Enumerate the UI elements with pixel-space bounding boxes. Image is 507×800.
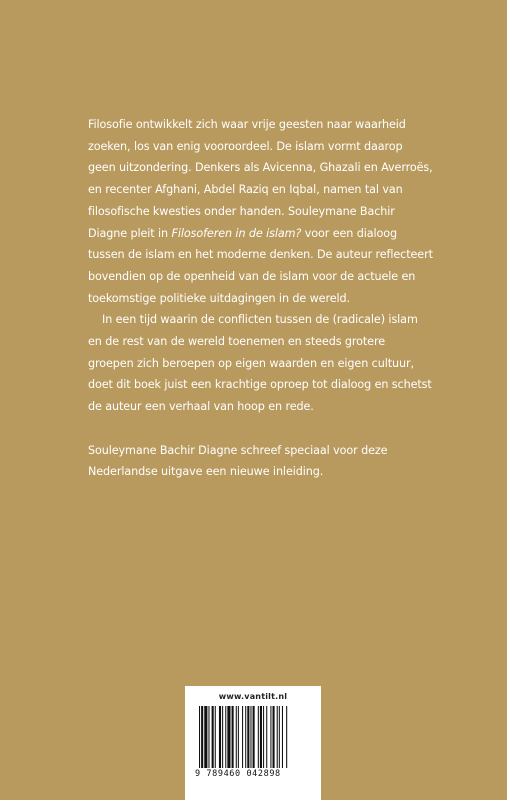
barcode-bar bbox=[204, 706, 207, 768]
barcode-bar bbox=[219, 706, 221, 768]
barcode-bar bbox=[222, 706, 223, 768]
barcode-bar bbox=[266, 706, 267, 768]
barcode-bar bbox=[225, 706, 226, 768]
barcode-bar bbox=[212, 706, 214, 768]
barcode-bar bbox=[250, 706, 251, 768]
barcode-bar bbox=[273, 706, 275, 768]
barcode-bar bbox=[277, 706, 278, 768]
barcode-bar bbox=[282, 706, 283, 768]
barcode-bar bbox=[215, 706, 216, 768]
barcode-bar bbox=[232, 706, 234, 768]
barcode-bar bbox=[208, 706, 209, 768]
barcode-bar bbox=[242, 706, 243, 768]
barcode-bar bbox=[263, 706, 264, 768]
paragraph-2: In een tijd waarin de conflicten tussen de (radicale) islam en de rest van de wereld toenemen en steeds grotere groepen zich beroepen op eigen waarden en eigen cultuur, doet dit boek juist een krachtige oproep tot dialoog en schetst de auteur een verhaal van hoop en rede. bbox=[88, 313, 432, 414]
barcode-bars bbox=[199, 706, 309, 768]
barcode-bar bbox=[238, 706, 239, 768]
publisher-url: www.vantilt.nl bbox=[218, 692, 288, 701]
book-title: Filosoferen in de islam? bbox=[171, 226, 302, 240]
paragraph-3: Souleymane Bachir Diagne schreef speciaal voor deze Nederlandse uitgave een nieuwe inleiding. bbox=[88, 443, 388, 479]
barcode-bar bbox=[258, 706, 259, 768]
barcode-bar bbox=[201, 706, 203, 768]
barcode-bar bbox=[247, 706, 249, 768]
isbn-number: 9 789460 042898 bbox=[195, 769, 281, 779]
barcode-bar bbox=[199, 706, 200, 768]
barcode-box bbox=[185, 686, 321, 800]
barcode-bar bbox=[279, 706, 280, 768]
paragraph-1-text-a: Filosofie ontwikkelt zich waar vrije geesten naar waarheid zoeken, los van enig vooroordeel. De islam vormt daarop geen uitzondering. Denkers als Avicenna, Ghazali en Averroës, en recenter Afghani, Abdel Raziq en Iqbal, namen tal van filosofische kwesties onder handen. Souleymane Bachir Diagne pleit in bbox=[88, 118, 433, 240]
paragraph-1 bbox=[88, 114, 433, 309]
barcode-bar bbox=[236, 706, 237, 768]
back-cover-blurb bbox=[88, 114, 433, 483]
barcode-bar bbox=[260, 706, 262, 768]
barcode-bar bbox=[286, 706, 287, 768]
barcode-bar bbox=[227, 706, 230, 768]
paragraph-1-text-b: voor een dialoog tussen de islam en het moderne denken. De auteur reflecteert bovendien op de openheid van de islam voor de actuele en toekomstige politieke uitdagingen in de wereld. bbox=[88, 226, 433, 305]
barcode-bar bbox=[245, 706, 246, 768]
barcode-bar bbox=[253, 706, 255, 768]
barcode-bar bbox=[270, 706, 271, 768]
